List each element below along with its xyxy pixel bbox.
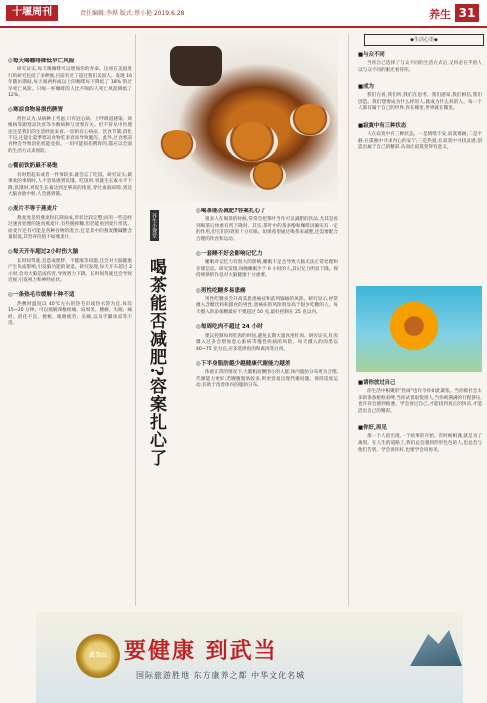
feature-title: 喝茶能否减肥?容案扎心了 [146,258,166,467]
article-title: ◎每天开车超过2小时伤大脑 [8,249,79,256]
page-number: 31 [455,4,479,22]
article [8,163,132,198]
section-name: 养生 [429,8,451,21]
right-column-top [358,50,482,284]
life-quotes-tag: ◆生活心语◆ [364,34,484,46]
quote-title: ■与众不同 [358,52,385,58]
banner-subtitle: 国际旅游胜地 东方康养之都 中华文化名城 [136,671,306,680]
article [8,249,132,284]
article [196,324,338,353]
banner-slogan: 要健康 到武当 [124,639,278,664]
article-text: 热敷时温度以 40℃左右的热毛巾或热水袋为宜,每次 15~20 分钟。可以缓解颈椎疼痛、肩周炎、腰痛、失眠、痛经、消化不良、便秘、眼睛疲劳、头痛,以及手脚冰凉等不适。 [8,301,132,326]
left-column [8,58,132,606]
article-text: 很多人在喝茶的时候,常常会把茶叶当作可以减肥的饮品,尤其是看到喝茶后体重有所下降时。其实,茶叶中的茶多酚和咖啡因确实有一定的作用,但它们的效果十分有限。如果希望通过喝茶来减肥,还需要配合合理的饮食和运动。 [196,217,338,242]
article-title: ◎每周吃肉不超过 24 小时 [196,324,263,331]
tea-cup [250,162,286,190]
quote-title: ■成为 [358,84,374,91]
quote-text: 人在寂寞中有三种状态。一是情绪不安,寂寞难耐;二是平静,在孤独中寻求内心的安宁;三是热爱,在寂寞中寻找灵感,创造出属于自己的精彩,从而让寂寞变得有意义。 [358,131,482,151]
article-title: ◎每天喝咖啡降低早亡风险 [8,58,75,64]
quote-title: ■你好,再见 [358,425,387,432]
article-text: 建议控制每周吃肉的时间,避免长期大量食用红肉。研究证实,红肉摄入过多会增加患心脏病等慢性疾病的风险。每天摄入的肉类以 40~75 克为宜,应多选择鱼肉和禽肉等白肉。 [196,333,338,352]
quote-text: 当你自己选择了与众不同的生活方式后,又何必在乎别人以与众不同的眼光看待你。 [358,61,482,73]
article-title: ◎下半身脂肪越少越健康代谢能力越差 [196,360,291,367]
article-title: ◎一条热毛巾缓解十种不适 [8,292,75,299]
article [8,206,132,241]
quote-text: 我们在看,我们听,我们在思考。我们感知,我们相信,我们创造。我们想要成为什么样的人,就成为什么样的人。每一个人都有属于自己的世界,你在哪里,世界就在哪里。 [358,93,482,112]
article-title: ◎一套睡不好会影响记忆力 [196,251,263,258]
article [196,361,338,390]
tea-photo [140,34,338,202]
article-text: 西医认为,从病种上考虑,只有冠心病、上呼吸道感染、颈椎病等跟寒凉饮食等少数病种与受寒有关。但不管从中医理论还是我们的生活经验来看,一切的有心病症。饮食节制,消化不良,还能让夏季寒凉食物吃多容易导致腹泻。此外,过食寒凉食物会导致消化机能受损。一切可能损伤脾胃的,都应以全面的生活方式来预防。 [8,116,132,154]
column-divider [348,34,349,606]
article-text: 燕麦麦是用燕麦粒轧制而成,形状比较完整;而有一些是经过速食处理的速食燕麦片,有些脱掉糠,但仍能看到麦片形状。而麦片还有可能是各种谷物的混合,还是其中的燕麦酸碱酸含量很低,其营养价值不如燕麦片。 [8,215,132,240]
sunflower-photo [356,286,482,372]
article-text: 长时间驾驶,会造成肥胖、不健康等问题,还会对大脑健康产生负面影响,引发脑功能的衰退。研究发现,每天开车超过 2 小时,会对大脑造成伤害,导致智力下降。长时间驾驶还会导致近视,引发视力和神经症状。 [8,258,132,283]
article [196,251,338,280]
quote-text: 你生活中相聚的"热闹"也许令你如此紧张。当你被社会太多的条条框框束缚,当你试着取悦别人,当你被满满的行程挤压,也许你会感到疲惫。学会放过自己,才能找到真正的快乐,才能活出自己的精彩。 [358,389,482,414]
editor-meta: 责任编辑:李烨 版式:蔡小艳 2019.6.28 [80,10,185,17]
quote-title: ■寂寞中有三种状态 [358,122,407,129]
logo-text: 武当山 [88,652,107,659]
article-title: ◎喝茶能否减肥?容案扎心了 [196,208,266,214]
article [8,292,132,327]
newspaper-logo: 十堰周刊 [6,5,58,21]
article-title: ◎餐前饮奶最不易饱 [8,163,58,170]
tea-cup [226,122,278,162]
teapot-shape [170,46,222,86]
article [8,107,132,155]
article-title: ◎麦片不等于燕麦片 [8,206,58,213]
article-text: 有时想起来或者一件事较多,就会忘了吃饭。研究证实,做事欢的事情时,人不容易感到饥饿。吃饭时,胃就生长素水平下降,饥饿时,胃促生长素达到足够高的浓度,穿过血脑屏障,到达大脑食欲中枢,人会感到饿。 [8,172,132,197]
article-text: 睡眠对记忆力有很大的影响,睡眠不足会导致大脑无法正常处理和存储信息。研究发现,每晚睡眠少于 6 小时的人,其记忆力明显下降。保持规律的作息对大脑健康十分重要。 [196,260,338,279]
tea-cup [158,130,196,160]
article [196,288,338,317]
quote-text: 那一个人的出现,一个故事的开始。有时候相遇,就是为了离别。在人生的道路上,我们总会遇到形形色色的人,也总会与他们告别。学会说你好,也要学会说再见。 [358,434,482,453]
article-text: 研究证实,每天喝咖啡可以增加你的寿命。这项在美国进行的研究包括了多种族,目前有近了超过我们美国人。发现 16 年随访期间,每天喝两杯或以上的咖啡每下降低了 18% 的过早死亡风险。只喝一杯咖啡的人比不喝的人死亡风险降低了 12%。 [8,67,132,99]
quote-title: ■请你放过自己 [358,380,396,386]
tea-cup [290,104,330,136]
article [196,208,338,243]
center-column [196,208,338,606]
sunflower-icon [384,296,444,356]
article-title: ◎男性吃糖多易患癌 [196,287,246,294]
page-header [0,0,487,28]
column-divider [135,34,136,606]
article [8,58,132,99]
feature-tag: 养生小课堂 [150,210,159,241]
right-column-bottom [358,378,482,606]
article-text: 男性吃糖多会升高其患患癌症和前列腺癌的风险。研究显示,经常摄入含糖饮料和甜食的男性,患癌症的风险明显高于很少吃糖的人。每天摄入的添加糖最好不要超过 50 克,最好控制在 25 克以内。 [196,297,338,315]
wudang-logo-icon [76,634,120,678]
article-text: 体重正常的情况下,大腿粗而腰围小的人群,体内脂肪分布更为合理,代谢能力更好;若腰腹脂肪较多,则更容易出现代谢问题。保持适度运动,有助于改善体内的脂肪分布。 [196,370,338,389]
article-title: ◎寒凉食物易损伤脾胃 [8,107,64,114]
